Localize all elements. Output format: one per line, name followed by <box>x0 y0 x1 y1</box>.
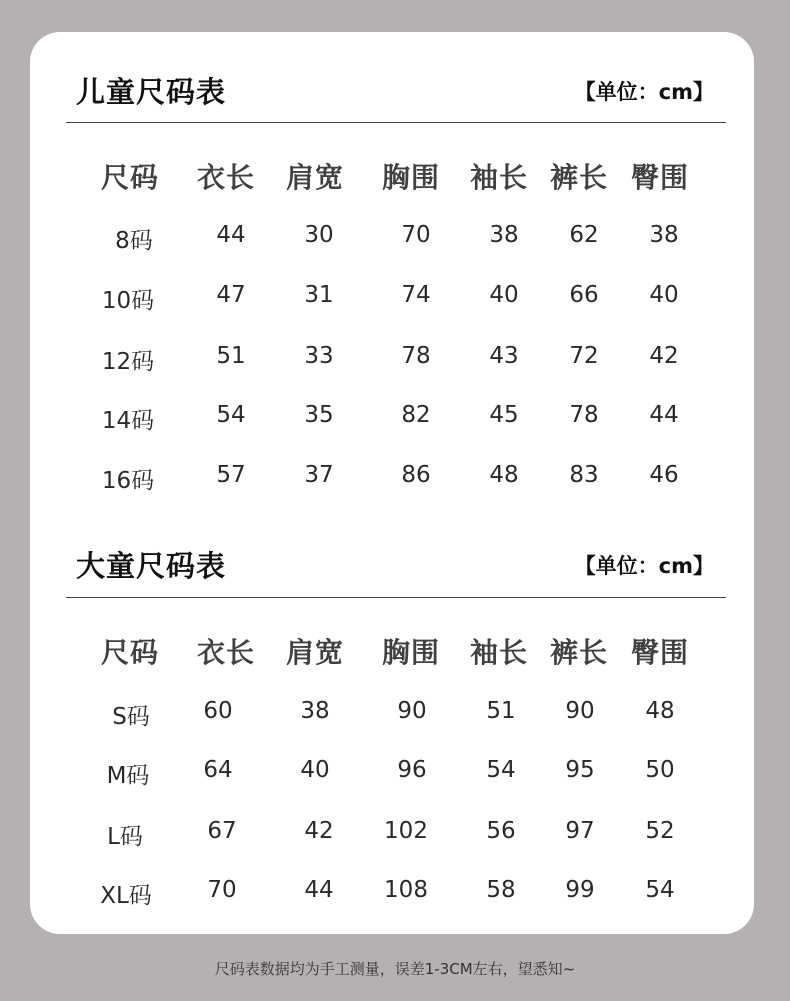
table-cell: 43 <box>489 343 519 369</box>
teen-table-unit: 【单位：cm】 <box>574 554 714 578</box>
table-cell: 56 <box>486 818 516 844</box>
table-cell: 72 <box>569 343 599 369</box>
kids-table-divider <box>66 122 726 123</box>
table-cell: 42 <box>649 343 679 369</box>
table-cell: 52 <box>645 818 675 844</box>
table-cell: 86 <box>401 462 431 488</box>
teen-table-header <box>66 544 726 588</box>
table-cell: 54 <box>486 757 516 783</box>
table-cell: 70 <box>401 222 431 248</box>
table-cell: 102 <box>384 818 428 844</box>
table-cell: 40 <box>489 282 519 308</box>
table-cell: 38 <box>489 222 519 248</box>
table-cell: 83 <box>569 462 599 488</box>
table-cell: 95 <box>565 757 595 783</box>
table-cell: 40 <box>300 757 330 783</box>
table-cell: 62 <box>569 222 599 248</box>
table-cell: 44 <box>304 877 334 903</box>
column-header-length: 衣长 <box>196 161 255 194</box>
table-cell: 48 <box>489 462 519 488</box>
column-header-length: 衣长 <box>196 636 255 669</box>
size-chart-card <box>30 32 754 934</box>
size-label: M码 <box>106 763 150 789</box>
size-label: L码 <box>107 824 143 850</box>
table-cell: 66 <box>569 282 599 308</box>
table-cell: 64 <box>203 757 233 783</box>
table-cell: 57 <box>216 462 246 488</box>
size-label: 16码 <box>101 468 155 494</box>
table-cell: 70 <box>207 877 237 903</box>
table-cell: 60 <box>203 698 233 724</box>
table-row <box>30 282 754 322</box>
table-cell: 44 <box>649 402 679 428</box>
table-row <box>30 222 754 262</box>
column-header-pants: 裤长 <box>549 161 608 194</box>
table-cell: 35 <box>304 402 334 428</box>
table-cell: 90 <box>397 698 427 724</box>
table-cell: 30 <box>304 222 334 248</box>
size-label: 10码 <box>101 288 155 314</box>
column-header-pants: 裤长 <box>549 636 608 669</box>
table-row <box>30 343 754 383</box>
column-header-shoulder: 肩宽 <box>285 636 344 669</box>
table-cell: 74 <box>401 282 431 308</box>
table-row <box>30 698 754 738</box>
table-cell: 54 <box>645 877 675 903</box>
table-cell: 97 <box>565 818 595 844</box>
table-cell: 42 <box>304 818 334 844</box>
table-cell: 40 <box>649 282 679 308</box>
column-header-size: 尺码 <box>100 636 159 669</box>
kids-table-header <box>66 70 726 114</box>
kids-table-header-row <box>30 156 754 196</box>
table-cell: 33 <box>304 343 334 369</box>
table-cell: 51 <box>216 343 246 369</box>
kids-table-unit: 【单位：cm】 <box>574 80 714 104</box>
table-cell: 47 <box>216 282 246 308</box>
table-row <box>30 402 754 442</box>
teen-table-divider <box>66 597 726 598</box>
column-header-chest: 胸围 <box>381 636 440 669</box>
table-cell: 96 <box>397 757 427 783</box>
table-cell: 108 <box>384 877 428 903</box>
table-cell: 46 <box>649 462 679 488</box>
table-cell: 82 <box>401 402 431 428</box>
table-row <box>30 877 754 917</box>
table-cell: 50 <box>645 757 675 783</box>
table-cell: 67 <box>207 818 237 844</box>
size-label: XL码 <box>100 883 152 909</box>
column-header-size: 尺码 <box>100 161 159 194</box>
table-cell: 38 <box>649 222 679 248</box>
table-cell: 37 <box>304 462 334 488</box>
column-header-shoulder: 肩宽 <box>285 161 344 194</box>
measurement-note: 尺码表数据均为手工测量，误差1-3CM左右，望悉知~ <box>214 960 576 978</box>
table-cell: 31 <box>304 282 334 308</box>
column-header-hip: 臀围 <box>630 636 689 669</box>
teen-table-title: 大童尺码表 <box>76 549 227 583</box>
table-cell: 78 <box>569 402 599 428</box>
size-label: 12码 <box>101 349 155 375</box>
table-cell: 90 <box>565 698 595 724</box>
column-header-sleeve: 袖长 <box>469 636 528 669</box>
table-row <box>30 757 754 797</box>
table-row <box>30 462 754 502</box>
teen-table-header-row <box>30 631 754 671</box>
table-cell: 51 <box>486 698 516 724</box>
table-row <box>30 818 754 858</box>
size-label: S码 <box>112 704 150 730</box>
column-header-sleeve: 袖长 <box>469 161 528 194</box>
kids-table-title: 儿童尺码表 <box>76 75 227 109</box>
table-cell: 38 <box>300 698 330 724</box>
column-header-chest: 胸围 <box>381 161 440 194</box>
table-cell: 58 <box>486 877 516 903</box>
size-label: 14码 <box>101 408 155 434</box>
table-cell: 48 <box>645 698 675 724</box>
table-cell: 45 <box>489 402 519 428</box>
table-cell: 78 <box>401 343 431 369</box>
column-header-hip: 臀围 <box>630 161 689 194</box>
table-cell: 44 <box>216 222 246 248</box>
table-cell: 54 <box>216 402 246 428</box>
table-cell: 99 <box>565 877 595 903</box>
size-label: 8码 <box>115 228 153 254</box>
